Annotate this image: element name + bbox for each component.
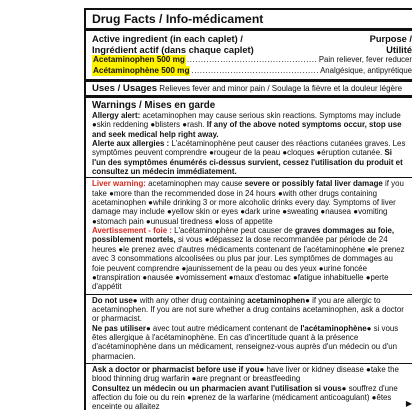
ask-doctor-section: [86, 363, 412, 410]
bullet-icon: ●: [175, 272, 181, 282]
bullet-icon: ●: [92, 272, 97, 282]
bullet-icon: ●: [305, 295, 310, 305]
liver-warning-en: Liver warning: acetaminophen may cause severe or possibly fatal liver damage if you take ●more than the recommended dose in 24 hours ●with other drugs containing acetaminophen ●while drinking 3 or more alcoholic drinks every day. Symptoms of liver damage may include ●yellow skin or eyes ●dark urine ●sweating ●nausea ●vomiting ●stomach pain ●unusual tiredness ●loss of appetite: [92, 179, 404, 226]
warnings-section: [86, 98, 412, 410]
bullet-icon: ●: [228, 272, 234, 282]
ingredient-name: Acétaminophène 500 mg: [93, 65, 190, 75]
bullet-icon: ●: [341, 383, 347, 393]
do-not-use-label: Do not use: [92, 295, 133, 305]
uses-heading: Uses / Usages: [92, 83, 158, 94]
uses-section: [86, 82, 412, 95]
ask-doctor-fr: Consultez un médecin ou un pharmacien avant l'utilisation si vous● souffrez d'une affection du foie ou du rein ●prenez de la warfarine (médicament anticoagulant) ●êtes enceinte ou allaitez: [92, 383, 398, 410]
bullet-icon: ●: [277, 188, 283, 198]
bullet-icon: ●: [292, 272, 298, 282]
allergy-alert-fr: Alerte aux allergies : L'acétaminophène peut causer des réactions cutanées graves. Les symptômes peuvent comprendre ●rougeur de la peau ●cloques ●éruption cutanée. Si l'un des symptômes énumérés ci-dessus survient, cessez l'utilisation du produit et consultez un médecin immédiatement.: [92, 139, 406, 177]
active-ingredient-heading-fr: Ingrédient actif (dans chaque caplet): [92, 44, 254, 55]
allergy-alert-label-fr: Alerte aux allergies :: [92, 139, 170, 149]
bullet-icon: ●: [109, 188, 114, 198]
bullet-icon: ●: [187, 392, 192, 402]
bullet-icon: ●: [367, 244, 373, 254]
bullet-icon: ●: [353, 207, 359, 217]
ingredient-name: Acetaminophen 500 mg: [93, 55, 185, 64]
continued-arrow-icon: ▶: [405, 399, 412, 408]
drug-facts-title: Drug Facts / Info-médicament: [92, 12, 264, 26]
bullet-icon: ●: [118, 244, 124, 254]
bullet-icon: ●: [259, 364, 265, 374]
bullet-icon: ●: [282, 148, 288, 158]
ingredient-row: [92, 66, 412, 77]
bullet-icon: ●: [209, 148, 214, 158]
bullet-icon: ●: [148, 198, 153, 208]
purpose-heading-en: Purpose /: [369, 34, 412, 44]
ingredient-purpose: Pain reliever, fever reducer: [318, 55, 412, 64]
bullet-icon: ●: [92, 120, 97, 130]
purpose-heading-fr: Utilité: [386, 44, 412, 55]
allergy-alert-label: Allergy alert:: [92, 111, 141, 120]
bullet-icon: ●: [142, 272, 148, 282]
bullet-icon: ●: [320, 207, 326, 217]
bullet-icon: ●: [318, 263, 324, 273]
bullet-icon: ●: [145, 216, 151, 226]
ingredient-purpose: Analgésique, antipyrétique: [320, 65, 412, 75]
bullet-icon: ●: [316, 148, 322, 158]
ask-doctor-label-fr: Consultez un médecin ou un pharmacien avant l'utilisation si vous: [92, 383, 342, 393]
bullet-icon: ●: [366, 323, 372, 333]
ask-doctor-en: Ask a doctor or pharmacist before use if you● have liver or kidney disease ●take the blood thinning drug warfarin ●are pregnant or breastfeeding: [92, 364, 399, 384]
ask-doctor-label: Ask a doctor or pharmacist before use if you: [92, 364, 260, 374]
bullet-icon: ●: [366, 364, 371, 374]
do-not-use-label-fr: Ne pas utiliser: [92, 323, 146, 333]
bullet-icon: ●: [282, 207, 288, 217]
liver-warning-label-fr: Avertissement - foie :: [92, 226, 172, 236]
bullet-icon: ●: [182, 120, 188, 130]
drug-facts-label: [84, 8, 412, 410]
bullet-icon: ●: [167, 207, 172, 217]
liver-warning-label: Liver warning:: [92, 179, 146, 189]
do-not-use-section: [86, 294, 412, 362]
active-ingredient-section: [86, 31, 412, 76]
uses-text: Relieves fever and minor pain / Soulage la fièvre et la douleur légère: [157, 84, 403, 93]
warnings-heading: Warnings / Mises en garde: [92, 100, 216, 111]
bullet-icon: ●: [150, 120, 156, 130]
bullet-icon: ●: [181, 263, 187, 273]
bullet-icon: ●: [145, 323, 151, 333]
liver-warning-fr: Avertissement - foie : L'acétaminophène peut causer de graves dommages au foie, possiblement mortels, si vous ●dépassez la dose recommandée par période de 24 heures ●le prenez avec d'autres médicaments contenant de l'acétaminophène ●le prenez avec 3 consommations alcoolisées ou plus par jour. Les symptômes de dommages au foie peuvent comprendre ●jaunissement de la peau ou des yeux ●urine foncée ●transpiration ●nausée ●vomissement ●maux d'estomac ●fatigue inhabituelle ●perte d'appétit: [92, 226, 405, 292]
do-not-use-en: Do not use● with any other drug containing acetaminophen● if you are allergic to acetaminophen. If you are not sure whether a drug contains acetaminophen, ask a doctor or pharmacist.: [92, 295, 404, 324]
bullet-icon: ●: [371, 392, 377, 402]
active-ingredient-heading-en: Active ingredient (in each caplet) /: [92, 34, 243, 44]
bullet-icon: ●: [365, 272, 371, 282]
leader-dots: [187, 55, 318, 66]
bullet-icon: ●: [204, 235, 210, 245]
do-not-use-fr: Ne pas utiliser● avec tout autre médicament contenant de l'acétaminophène● si vous êtes allergique à l'acétaminophène. En cas d'incertitude quant à la présence d'acétaminophène dans un médicament, renseignez-vous auprès d'un médecin ou d'un pharmacien.: [92, 323, 399, 361]
ingredient-row: [92, 55, 412, 66]
leader-dots: [191, 66, 319, 77]
liver-warning-section: [86, 177, 412, 292]
bullet-icon: ●: [214, 216, 220, 226]
bullet-icon: ●: [92, 216, 97, 226]
bullet-icon: ●: [132, 295, 138, 305]
bullet-icon: ●: [191, 374, 197, 384]
allergy-alert-en: Allergy alert: acetaminophen may cause serious skin reactions. Symptoms may include ●skin reddening ●blisters ●rash. If any of the above noted symptoms occur, stop use and seek medical help right away.: [92, 111, 402, 139]
bullet-icon: ●: [240, 207, 245, 217]
